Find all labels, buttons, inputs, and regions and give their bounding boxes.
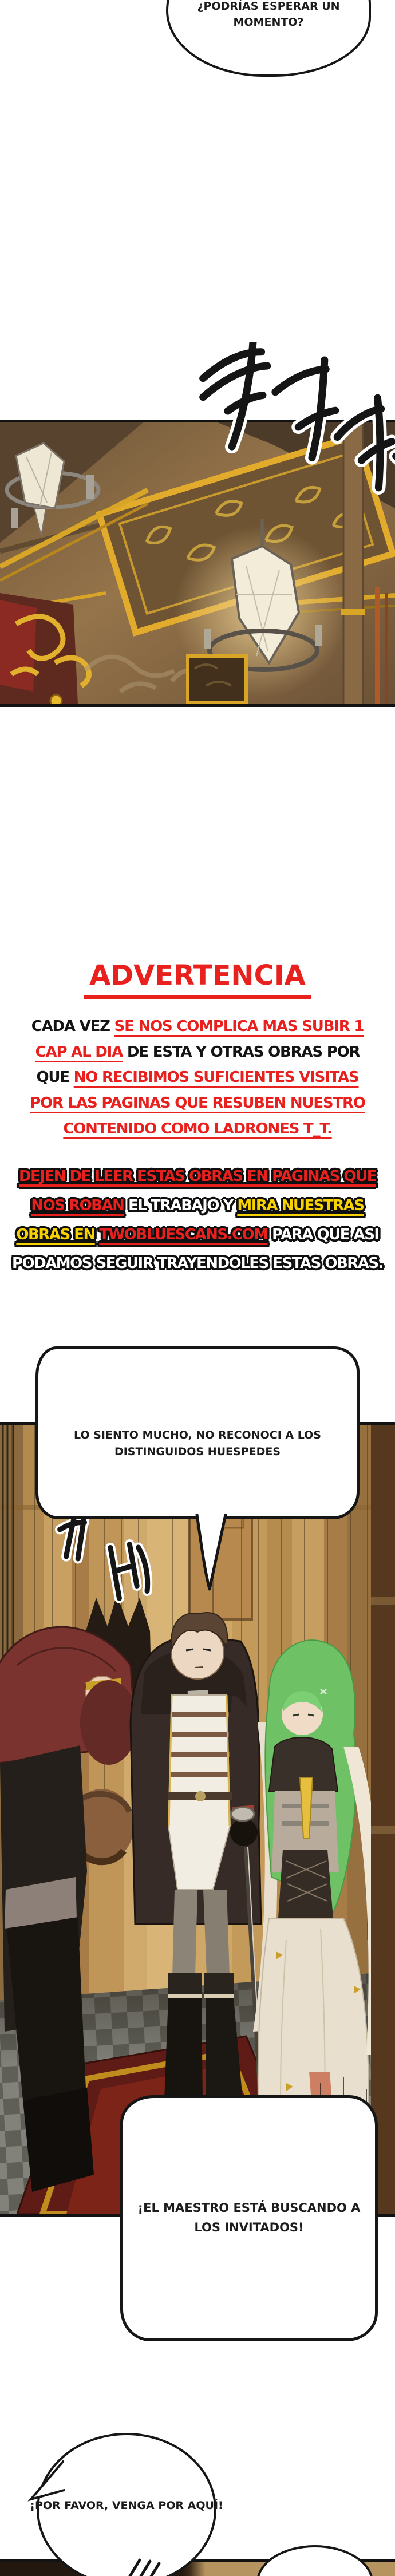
sword-glove — [230, 1819, 258, 1846]
speech-text: ¡EL MAESTRO ESTÁ BUSCANDO A — [137, 2201, 361, 2215]
warning-title: ADVERTENCIA — [84, 961, 311, 999]
sfx-tapping-icon — [172, 342, 395, 531]
anti-piracy-warning — [0, 961, 395, 1278]
speech-text: LO SIENTO MUCHO, NO RECONOCI A LOS — [74, 1428, 321, 1441]
speech-bubble-maestro — [120, 2095, 378, 2341]
sfx-small-icon — [125, 2557, 165, 2576]
warning-plea: DEJEN DE LEER ESTAS OBRAS EN PAGINAS QUE NOS ROBAN EL TRABAJO Y MIRA NUESTRAS OBRAS EN TWOBLUESCANS.COM PARA QUE ASI PODAMOS SEGUIR TRAYENDOLES ESTAS OBRAS. — [11, 1168, 384, 1273]
speech-text: DISTINGUIDOS HUESPEDES — [114, 1445, 281, 1458]
gold-lamp — [50, 695, 62, 704]
foreground-pillar — [371, 1425, 395, 2214]
bubble-tail — [189, 1514, 235, 1599]
speech-bubble-partial — [256, 2545, 373, 2576]
speech-bubble-apology — [35, 1346, 360, 1519]
speech-text: ¿PODRÍAS ESPERAR UN — [197, 0, 340, 13]
speech-bubble-wait — [166, 0, 371, 77]
site-name: TWOBLUESCANS.COM — [99, 1226, 268, 1243]
warning-paragraph: CADA VEZ SE NOS COMPLICA MAS SUBIR 1 CAP AL DIA DE ESTA Y OTRAS OBRAS POR QUE NO RECIBIMOS SUFICIENTES VISITAS POR LAS PAGINAS QUE RESUBEN NUESTRO CONTENIDO COMO LADRONES T_T. — [30, 1017, 365, 1137]
framed-wall-panel — [188, 656, 246, 703]
bubble-tail-left — [27, 2459, 68, 2511]
speech-text: MOMENTO? — [233, 15, 304, 29]
speech-text: LOS INVITADOS! — [194, 2221, 304, 2234]
speech-text: ¡POR FAVOR, VENGA POR AQUÍ! — [30, 2499, 223, 2512]
